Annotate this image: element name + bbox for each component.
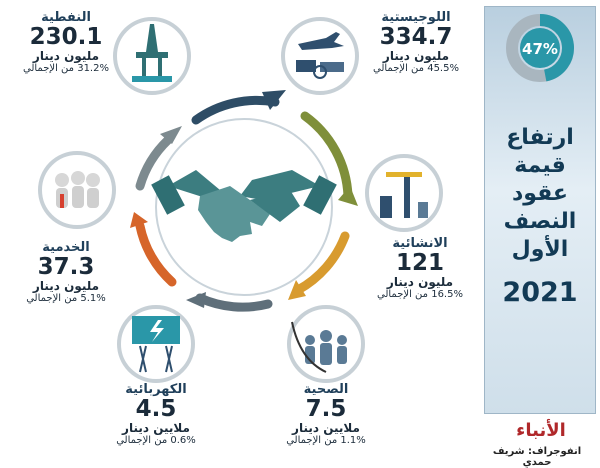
sector-logistics-share: 45.5% من الإجمالي (373, 63, 459, 74)
sector-oil-unit: مليون دينار (32, 49, 100, 63)
logistics-icon (283, 19, 357, 93)
workers-icon (40, 153, 114, 227)
sector-health-name: الصحية (303, 382, 349, 397)
sector-service-share: 5.1% من الإجمالي (26, 293, 106, 304)
sector-logistics (356, 10, 476, 74)
sector-service-value: 37.3 (37, 254, 95, 280)
percent-label: 47% (522, 40, 558, 58)
sector-construction-share: 16.5% من الإجمالي (377, 289, 463, 300)
sector-health-share: 1.1% من الإجمالي (286, 435, 366, 446)
headline-line-3: عقود (512, 181, 568, 206)
headline-year: 2021 (502, 277, 578, 308)
sector-electricity-share: 0.6% من الإجمالي (116, 435, 196, 446)
headline-panel (484, 6, 596, 414)
arrow-head-construction (338, 186, 358, 206)
power-tower-icon (119, 307, 193, 381)
sector-oil-name: النفطية (41, 10, 91, 25)
credit-text: انفوجراف: شريف حمدي (492, 446, 582, 468)
percent-donut (505, 13, 575, 83)
sector-oil-value: 230.1 (29, 24, 103, 50)
sector-electricity-unit: ملايين دينار (122, 421, 190, 435)
arrow-arc-top (196, 100, 275, 120)
sector-construction-name: الانشائية (392, 236, 448, 251)
sector-service-unit: مليون دينار (32, 279, 100, 293)
sector-electricity (98, 382, 214, 446)
sector-service-name: الخدمية (42, 240, 90, 255)
headline-line-5: الأول (511, 237, 569, 262)
sector-health (268, 382, 384, 446)
sector-logistics-unit: مليون دينار (382, 49, 450, 63)
oil-rig-icon (115, 19, 189, 93)
sector-oil (10, 10, 122, 74)
arrow-head-logistics (262, 90, 286, 110)
crane-icon (367, 156, 441, 230)
sector-health-unit: ملايين دينار (292, 421, 360, 435)
sector-logistics-name: اللوجيستية (381, 10, 451, 25)
headline-line-4: النصف (503, 209, 577, 234)
stethoscope-icon (289, 307, 363, 381)
sector-electricity-name: الكهربائية (125, 382, 187, 397)
sector-logistics-value: 334.7 (379, 24, 453, 50)
sector-oil-share: 31.2% من الإجمالي (23, 63, 109, 74)
sector-construction (364, 236, 476, 300)
publisher-logo: الأنباء (516, 420, 566, 441)
headline-line-2: قيمة (514, 153, 566, 178)
sector-construction-value: 121 (395, 250, 444, 276)
headline-line-1: ارتفاع (506, 125, 574, 150)
sector-health-value: 7.5 (305, 396, 347, 422)
sector-service (10, 240, 122, 304)
sector-construction-unit: مليون دينار (386, 275, 454, 289)
arrow-head-electricity (186, 292, 206, 308)
arrow-arc-bottom (200, 298, 268, 307)
sector-electricity-value: 4.5 (135, 396, 177, 422)
